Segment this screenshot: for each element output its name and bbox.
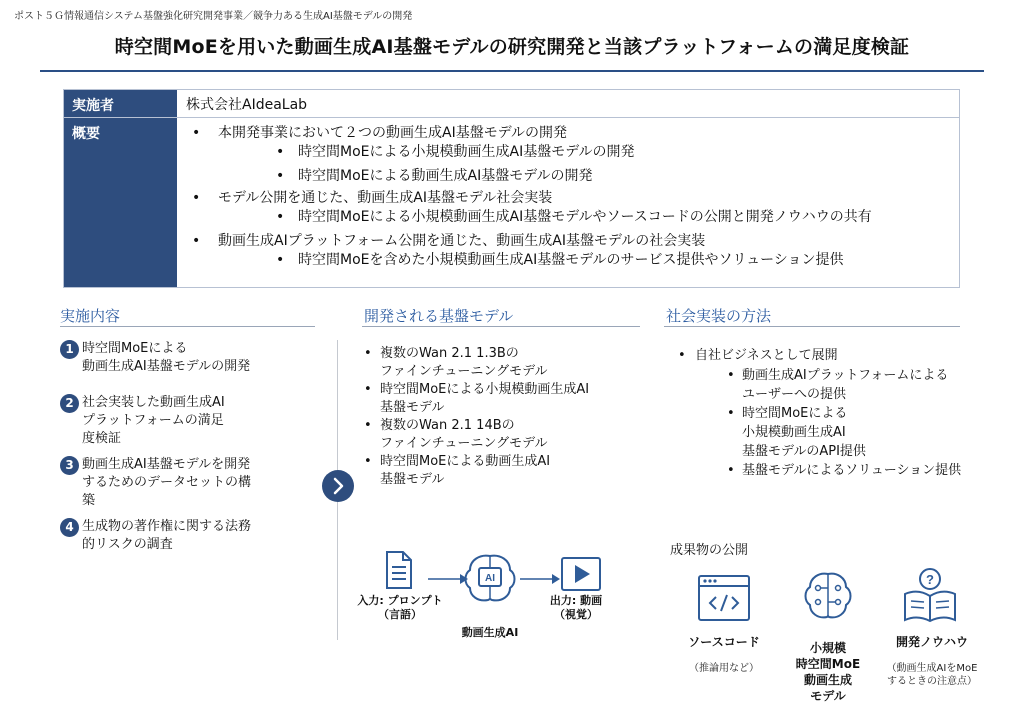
flow-input-label: 入力: プロンプト （言語） <box>357 594 443 621</box>
section-rule-models <box>362 326 640 327</box>
overview-item: • 本開発事業において２つの動画生成AI基盤モデルの開発 • 時空間MoEによる小規模動画生成AI基盤モデルの開発 • 時空間MoEによる動画生成AI基盤モデルの開発 <box>186 124 950 186</box>
info-row-overview <box>63 118 960 288</box>
number-badge: 4 <box>60 518 79 537</box>
brain-circuit-icon <box>802 570 854 622</box>
overview-list <box>186 122 950 270</box>
model-item: • 時空間MoEによる動画生成AI 基盤モデル <box>364 453 654 489</box>
overview-subitem: • 時空間MoEを含めた小規模動画生成AI基盤モデルのサービス提供やソリューション提供 <box>218 251 950 270</box>
social-subitem: • 時空間MoEによる 小規模動画生成AI 基盤モデルのAPI提供 <box>695 404 978 461</box>
flow-center-label: 動画生成AI <box>461 626 519 639</box>
code-window-icon <box>697 574 751 622</box>
brain-ai-icon <box>462 552 518 604</box>
flow-output-label: 出力: 動画 （視覚） <box>549 594 603 621</box>
overview-subitem: • 時空間MoEによる動画生成AI基盤モデルの開発 <box>218 167 950 186</box>
model-item: • 時空間MoEによる小規模動画生成AI 基盤モデル <box>364 381 654 417</box>
chevron-right-icon <box>322 470 354 502</box>
content-item: 2 社会実装した動画生成AI プラットフォームの満足 度検証 <box>60 394 310 448</box>
content-list <box>60 340 310 554</box>
section-title-models: 開発される基盤モデル <box>364 307 514 325</box>
page-title: 時空間MoEを用いた動画生成AI基盤モデルの研究開発と当該プラットフォームの満足度検証 <box>114 36 910 58</box>
overview-item: • 動画生成AIプラットフォーム公開を通じた、動画生成AI基盤モデルの社会実装 • 時空間MoEを含めた小規模動画生成AI基盤モデルのサービス提供やソリューション提供 <box>186 232 950 270</box>
social-list <box>678 346 978 480</box>
number-badge: 2 <box>60 394 79 413</box>
document-icon <box>384 550 414 590</box>
title-divider <box>40 70 984 72</box>
section-rule-content <box>60 326 315 327</box>
social-subitem: • 基盤モデルによるソリューション提供 <box>695 461 978 480</box>
svg-text:?: ? <box>926 572 934 587</box>
models-list <box>364 345 654 489</box>
arrow-right-icon <box>520 573 560 585</box>
overview-label: 概要 <box>64 118 177 287</box>
video-play-icon <box>560 556 602 592</box>
book-question-icon <box>900 566 960 624</box>
generation-flow-diagram <box>340 540 640 650</box>
publication-note-source: （推論用など） <box>689 663 759 674</box>
publication-title: 成果物の公開 <box>670 543 749 558</box>
overview-subitem: • 時空間MoEによる小規模動画生成AI基盤モデルやソースコードの公開と開発ノウハウの共有 <box>218 208 950 227</box>
social-item: • 自社ビジネスとして展開 • 動画生成AIプラットフォームによる ユーザーへの提供 • 時空間MoEによる 小規模動画生成AI 基盤モデルのAPI提供 • 基盤モデルによるソリューション提供 <box>678 346 978 480</box>
publication-label-source: ソースコード <box>688 635 760 649</box>
section-title-social: 社会実装の方法 <box>666 307 772 325</box>
social-subitem: • 動画生成AIプラットフォームによる ユーザーへの提供 <box>695 366 978 404</box>
section-title-content: 実施内容 <box>60 307 121 325</box>
content-item: 4 生成物の著作権に関する法務 的リスクの調査 <box>60 518 310 554</box>
info-table <box>63 89 960 288</box>
model-item: • 複数のWan 2.1 14Bの ファインチューニングモデル <box>364 417 654 453</box>
overview-subitem: • 時空間MoEによる小規模動画生成AI基盤モデルの開発 <box>218 143 950 162</box>
number-badge: 1 <box>60 340 79 359</box>
organization-value: 株式会社AIdeaLab <box>177 90 959 117</box>
content-item: 3 動画生成AI基盤モデルを開発 するためのデータセットの構 築 <box>60 456 310 510</box>
publication-label-model: 小規模 時空間MoE 動画生成 モデル <box>795 641 861 703</box>
model-item: • 複数のWan 2.1 1.3Bの ファインチューニングモデル <box>364 345 654 381</box>
header-caption: ポスト５Ｇ情報通信システム基盤強化研究開発事業／競争力ある生成AI基盤モデルの開発 <box>14 11 413 22</box>
overview-item: • モデル公開を通じた、動画生成AI基盤モデル社会実装 • 時空間MoEによる小規模動画生成AI基盤モデルやソースコードの公開と開発ノウハウの共有 <box>186 189 950 227</box>
number-badge: 3 <box>60 456 79 475</box>
organization-label: 実施者 <box>64 90 177 117</box>
info-row-organization <box>63 89 960 118</box>
section-rule-social <box>664 326 960 327</box>
publication-note-knowhow: （動画生成AIをMoE するときの注意点） <box>886 663 978 687</box>
svg-text:AI: AI <box>485 573 495 584</box>
publication-label-knowhow: 開発ノウハウ <box>895 635 968 649</box>
content-item: 1 時空間MoEによる 動画生成AI基盤モデルの開発 <box>60 340 310 376</box>
overview-value <box>177 118 959 287</box>
